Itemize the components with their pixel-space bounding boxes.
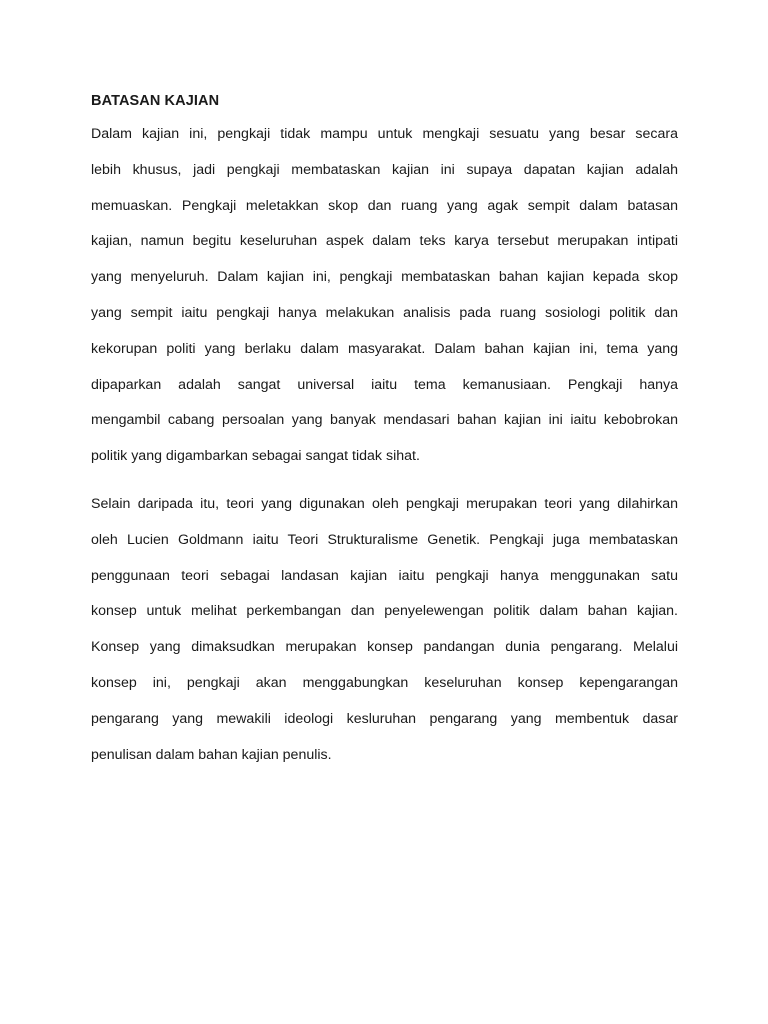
paragraph-line: lebih khusus, jadi pengkaji membataskan kajian ini supaya dapatan kajian adalah [91,161,678,178]
paragraph-line: pengarang yang mewakili ideologi kesluruhan pengarang yang membentuk dasar [91,710,678,727]
paragraph-line: kajian, namun begitu keseluruhan aspek dalam teks karya tersebut merupakan intipati [91,233,678,250]
paragraph-line: Selain daripada itu, teori yang digunakan oleh pengkaji merupakan teori yang dilahirkan [91,496,678,512]
paragraph-line: penggunaan teori sebagai landasan kajian iaitu pengkaji hanya menggunakan satu [91,567,678,584]
paragraph-line: oleh Lucien Goldmann iaitu Teori Strukturalisme Genetik. Pengkaji juga membataskan [91,531,678,548]
paragraph-line: konsep untuk melihat perkembangan dan penyelewengan politik dalam bahan kajian. [91,603,678,620]
paragraph-line: Dalam kajian ini, pengkaji tidak mampu untuk mengkaji sesuatu yang besar secara [91,126,678,142]
paragraph-line: penulisan dalam bahan kajian penulis. [91,746,332,763]
paragraph-line: dipaparkan adalah sangat universal iaitu tema kemanusiaan. Pengkaji hanya [91,376,678,393]
paragraph-1 [91,117,678,475]
paragraph-line: mengambil cabang persoalan yang banyak mendasari bahan kajian ini iaitu kebobrokan [91,412,678,429]
paragraph-line: yang menyeluruh. Dalam kajian ini, pengkaji membataskan bahan kajian kepada skop [91,269,678,286]
paragraph-line: yang sempit iaitu pengkaji hanya melakukan analisis pada ruang sosiologi politik dan [91,304,678,321]
paragraph-line: Konsep yang dimaksudkan merupakan konsep pandangan dunia pengarang. Melalui [91,639,678,656]
section-heading: BATASAN KAJIAN [91,93,220,109]
paragraph-line: politik yang digambarkan sebagai sangat tidak sihat. [91,448,420,465]
paragraph-line: konsep ini, pengkaji akan menggabungkan keseluruhan konsep kepengarangan [91,674,678,691]
paragraph-line: kekorupan politi yang berlaku dalam masyarakat. Dalam bahan kajian ini, tema yang [91,340,678,357]
paragraph-2 [91,487,678,773]
paragraph-line: memuaskan. Pengkaji meletakkan skop dan ruang yang agak sempit dalam batasan [91,197,678,214]
